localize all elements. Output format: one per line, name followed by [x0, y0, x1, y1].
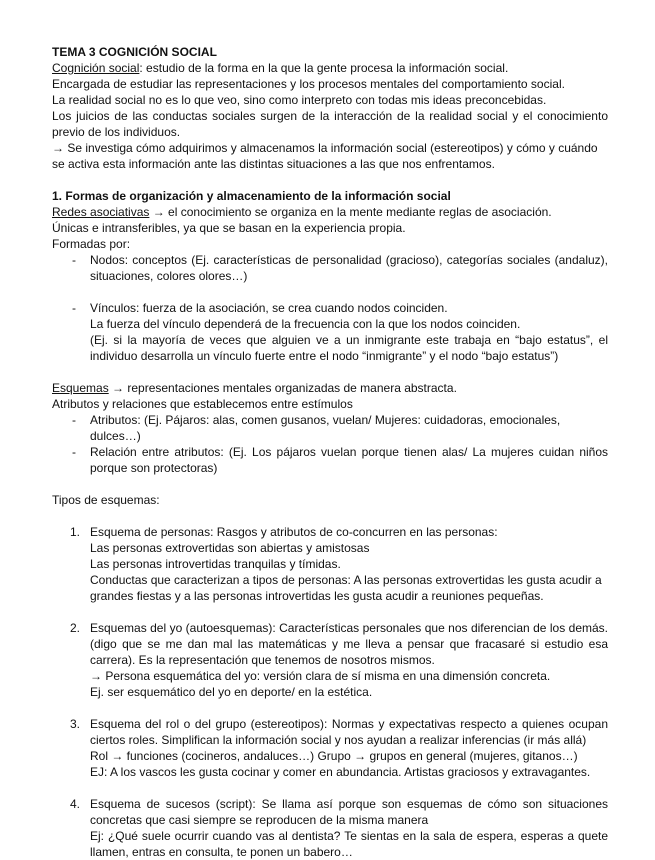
list-item-text: Las personas introvertidas tranquilas y tímidas.: [90, 557, 341, 571]
dash-bullet: -: [72, 445, 76, 459]
list-number: 2.: [70, 621, 81, 635]
list-item-text: Esquema del rol o del grupo (estereotipos): Normas y expectativas respecto a quienes ocupan ciertos roles. Simplifican la información social y nos ayudan a realizar inferencias (ir más allá): [90, 717, 608, 747]
intro-line: Encargada de estudiar las representaciones y los procesos mentales del comportamiento social.: [52, 77, 565, 91]
dash-bullet: -: [72, 253, 76, 267]
intro-def-text: : estudio de la forma en la que la gente procesa la información social.: [139, 61, 509, 75]
list-item: [52, 524, 608, 604]
list-item-text: Esquemas del yo (autoesquemas): Características personales que nos diferencian de los demás. (digo que se me dan mal las matemáticas y me lleva a pensar que fracasaré si estudio esa carrera). Es la representación que tenemos de nosotros mismos.: [90, 621, 608, 667]
list-item-vinculos: [52, 300, 608, 364]
list-item-text: EJ: A los vascos les gusta cocinar y comer en abundancia. Artistas graciosos y extravagantes.: [90, 765, 591, 779]
redes-line: Únicas e intransferibles, ya que se basan en la experiencia propia.: [52, 221, 406, 235]
list-item-relacion: [52, 444, 608, 476]
document-page: [52, 44, 608, 860]
vinculos-text: La fuerza del vínculo dependerá de la frecuencia con la que los nodos coinciden.: [90, 317, 521, 331]
section-heading: 1. Formas de organización y almacenamiento de la información social: [52, 189, 451, 203]
term-redes-asociativas: Redes asociativas: [52, 205, 150, 219]
atributos-text: Atributos: (Ej. Pájaros: alas, comen gusanos, vuelan/ Mujeres: cuidadoras, emocionales, dulces…): [90, 413, 561, 443]
list-item: [52, 796, 608, 860]
redes-definition: [52, 204, 608, 220]
intro-line: Los juicios de las conductas sociales surgen de la interacción de la realidad social y el conocimiento previo de los individuos.: [52, 109, 608, 139]
tipos-list: [52, 524, 608, 860]
list-number: 3.: [70, 717, 81, 731]
doc-title: TEMA 3 COGNICIÓN SOCIAL: [52, 45, 217, 59]
list-item-text: Esquema de personas: Rasgos y atributos de co-concurren en las personas:: [90, 525, 498, 539]
term-cognicion-social: Cognición social: [52, 61, 140, 75]
list-item-text: Ej: ¿Qué suele ocurrir cuando vas al dentista? Te sientas en la sala de espera, esperas a quete llamen, entras en consulta, te ponen un babero…: [90, 829, 608, 859]
intro-arrow-line: → Se investiga cómo adquirimos y almacenamos la información social (estereotipos) y cómo y cuándo se activa esta información ante las distintas situaciones a las que nos enfrentamos.: [52, 141, 598, 171]
list-item-text: Las personas extrovertidas son abiertas y amistosas: [90, 541, 370, 555]
relacion-text: Relación entre atributos: (Ej. Los pájaros vuelan porque tienen alas/ La mujeres cuidan niños porque son protectoras): [90, 445, 608, 475]
list-number: 4.: [70, 797, 81, 811]
nodos-text: Nodos: conceptos (Ej. características de personalidad (gracioso), categorías sociales (andaluz), situaciones, colores olores…): [90, 253, 608, 283]
intro-line: La realidad social no es lo que veo, sino como interpreto con todas mis ideas preconcebidas.: [52, 93, 547, 107]
vinculos-text: (Ej. si la mayoría de veces que alguien ve a un inmigrante este trabaja en “bajo estatus”, el individuo desarrolla un vínculo fuerte entre el nodo “inmigrante” y el nodo “bajo estatus”): [90, 333, 608, 363]
list-item-text: Esquema de sucesos (script): Se llama así porque son esquemas de cómo son situaciones concretas que casi siempre se reproducen de la misma manera: [90, 797, 608, 827]
list-item-text: → Persona esquemática del yo: versión clara de sí misma en una dimensión concreta.: [90, 669, 551, 683]
redes-line: Formadas por:: [52, 237, 131, 251]
redes-def-text: → el conocimiento se organiza en la mente mediante reglas de asociación.: [149, 205, 552, 219]
term-esquemas: Esquemas: [52, 381, 109, 395]
atributos-line: Atributos y relaciones que establecemos entre estímulos: [52, 397, 353, 411]
vinculos-text: Vínculos: fuerza de la asociación, se crea cuando nodos coinciden.: [90, 301, 448, 315]
list-item-atributos: [52, 412, 608, 444]
esquemas-definition: [52, 380, 608, 396]
list-number: 1.: [70, 525, 81, 539]
esquemas-def-text: → representaciones mentales organizadas de manera abstracta.: [108, 381, 457, 395]
list-item-text: Ej. ser esquemático del yo en deporte/ en la estética.: [90, 685, 373, 699]
list-item-text: Conductas que caracterizan a tipos de personas: A las personas extrovertidas les gusta acudir a grandes fiestas y a las personas introvertidas les gusta acudir a reuniones pequeñas.: [90, 573, 602, 603]
list-item: [52, 716, 608, 780]
list-item-nodos: [52, 252, 608, 284]
tipos-label: Tipos de esquemas:: [52, 493, 160, 507]
list-item: [52, 620, 608, 700]
intro-definition: [52, 60, 608, 76]
dash-bullet: -: [72, 413, 76, 427]
list-item-text: Rol → funciones (cocineros, andaluces…) Grupo → grupos en general (mujeres, gitanos…): [90, 749, 578, 763]
dash-bullet: -: [72, 301, 76, 315]
